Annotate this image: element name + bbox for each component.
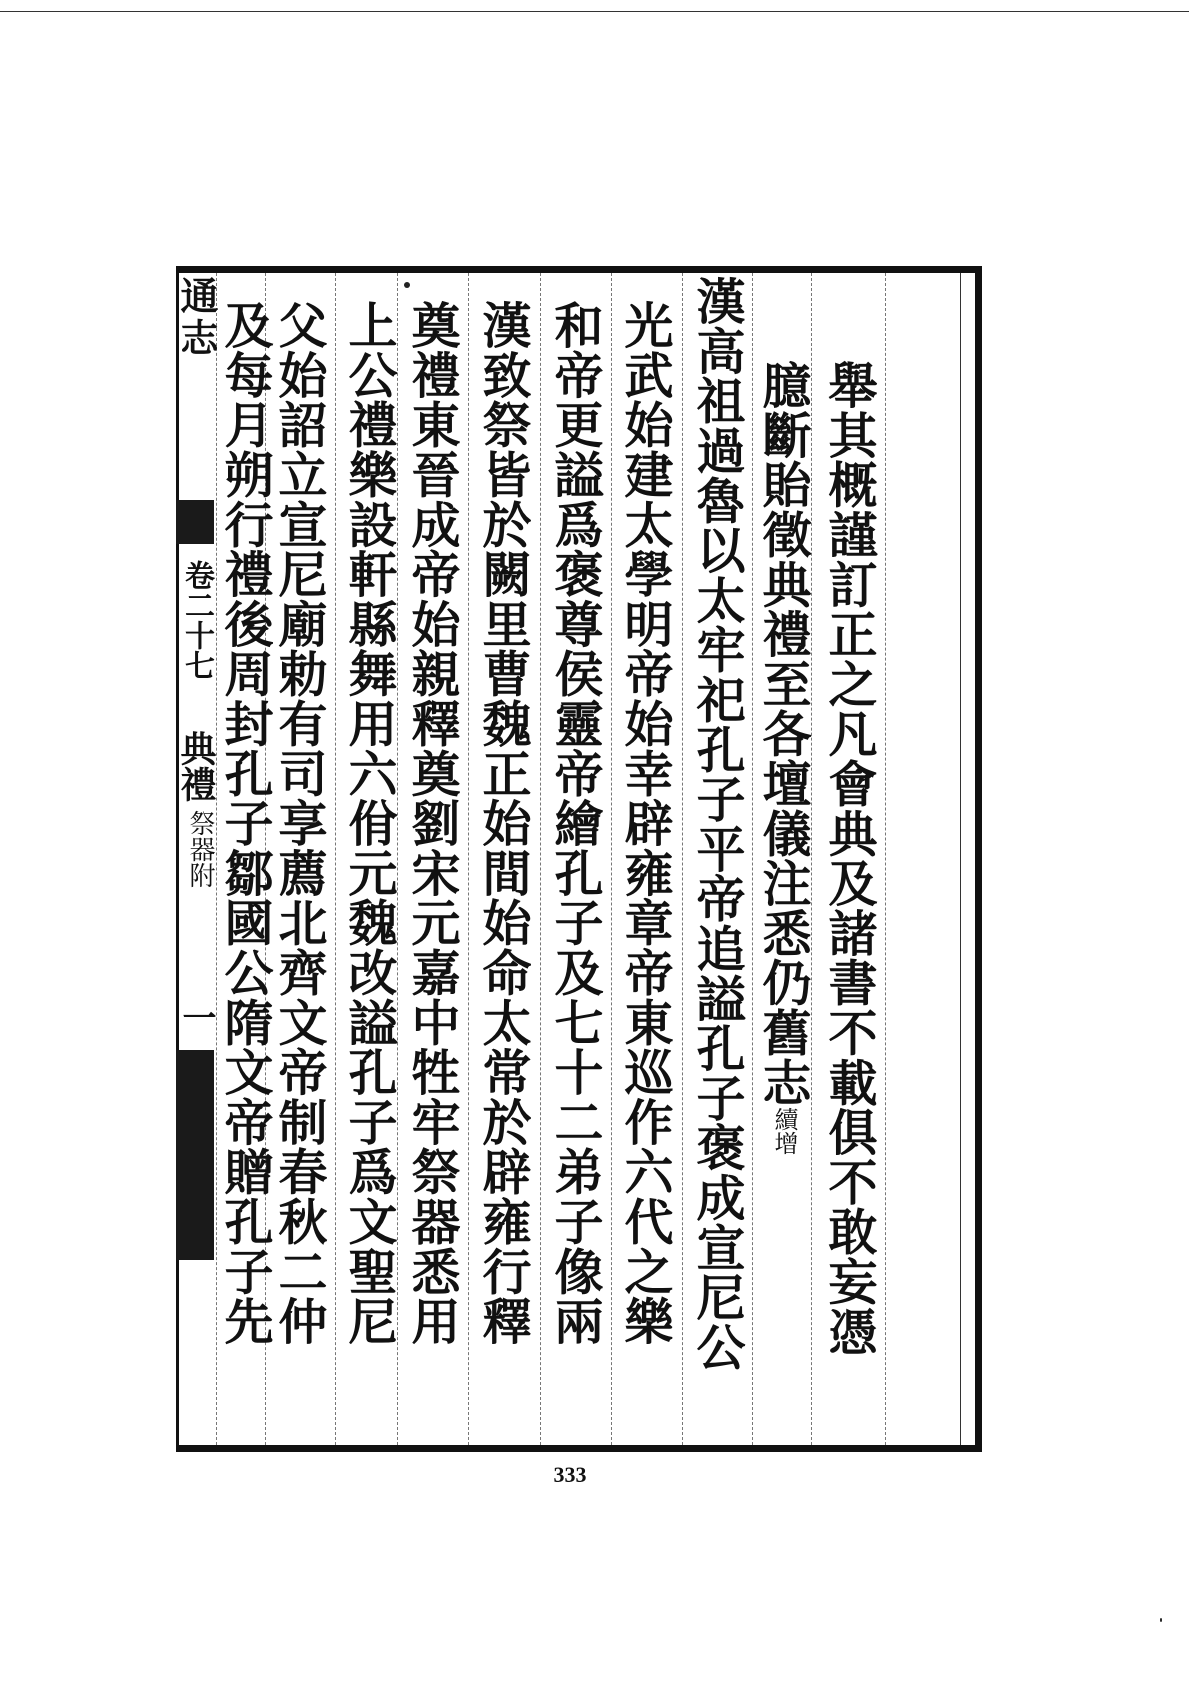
scan-speck	[404, 282, 410, 288]
spine-volume: 卷二十七	[179, 560, 214, 680]
spine-section: 典禮	[175, 730, 217, 802]
scan-speck	[1160, 1618, 1162, 1622]
spine-folio: 一	[176, 1000, 216, 1034]
column-text: 及每月朔行禮後周封孔子鄒國公隋文帝贈孔子先	[217, 300, 275, 1346]
text-column-9	[272, 300, 328, 1346]
column-text: 父始詔立宣尼廟勅有司享薦北齊文帝制春秋二仲	[271, 300, 329, 1346]
fish-tail-mark	[176, 500, 214, 544]
top-rule	[0, 11, 1189, 12]
page-number: 333	[553, 1462, 587, 1487]
column-divider	[885, 273, 886, 1445]
column-divider	[611, 273, 612, 1445]
column-text: 漢致祭皆於闕里曹魏正始間始命太常於辟雍行釋	[475, 300, 533, 1346]
column-text: 臆斷貽徵典禮至各壇儀注悉仍舊志	[755, 360, 813, 1107]
black-mouth-mark	[176, 1050, 214, 1260]
text-column-10	[218, 300, 274, 1346]
column-text: 漢高祖過魯以太牢祀孔子平帝追謚孔子褒成宣尼公	[689, 276, 747, 1372]
text-column-4	[618, 300, 674, 1346]
column-text: 舉其概謹訂正之凡會典及諸書不載俱不敢妄憑	[821, 360, 879, 1356]
column-divider	[752, 273, 753, 1445]
frame-inner-line	[960, 273, 961, 1445]
text-column-5	[548, 300, 604, 1346]
column-divider	[682, 273, 683, 1445]
text-column-1	[822, 360, 878, 1356]
column-text: 奠禮東晉成帝始親釋奠劉宋元嘉中牲牢祭器悉用	[404, 300, 462, 1346]
column-text: 上公禮樂設軒縣舞用六佾元魏改謚孔子爲文聖尼	[341, 300, 399, 1346]
spine-subsection: 祭器附	[185, 810, 215, 888]
column-text: 光武始建太學明帝始幸辟雍章帝東巡作六代之樂	[617, 300, 675, 1346]
text-column-8	[342, 300, 398, 1346]
text-column-2	[756, 360, 812, 1155]
annotation-note: 續增	[770, 1107, 798, 1155]
text-column-7	[405, 300, 461, 1346]
column-text: 和帝更謚爲褒尊侯靈帝繪孔子及七十二弟子像兩	[547, 300, 605, 1346]
column-divider	[335, 273, 336, 1445]
text-column-3	[690, 276, 746, 1372]
text-column-6	[476, 300, 532, 1346]
spine-title: 通志	[174, 276, 219, 360]
column-divider	[468, 273, 469, 1445]
column-divider	[540, 273, 541, 1445]
